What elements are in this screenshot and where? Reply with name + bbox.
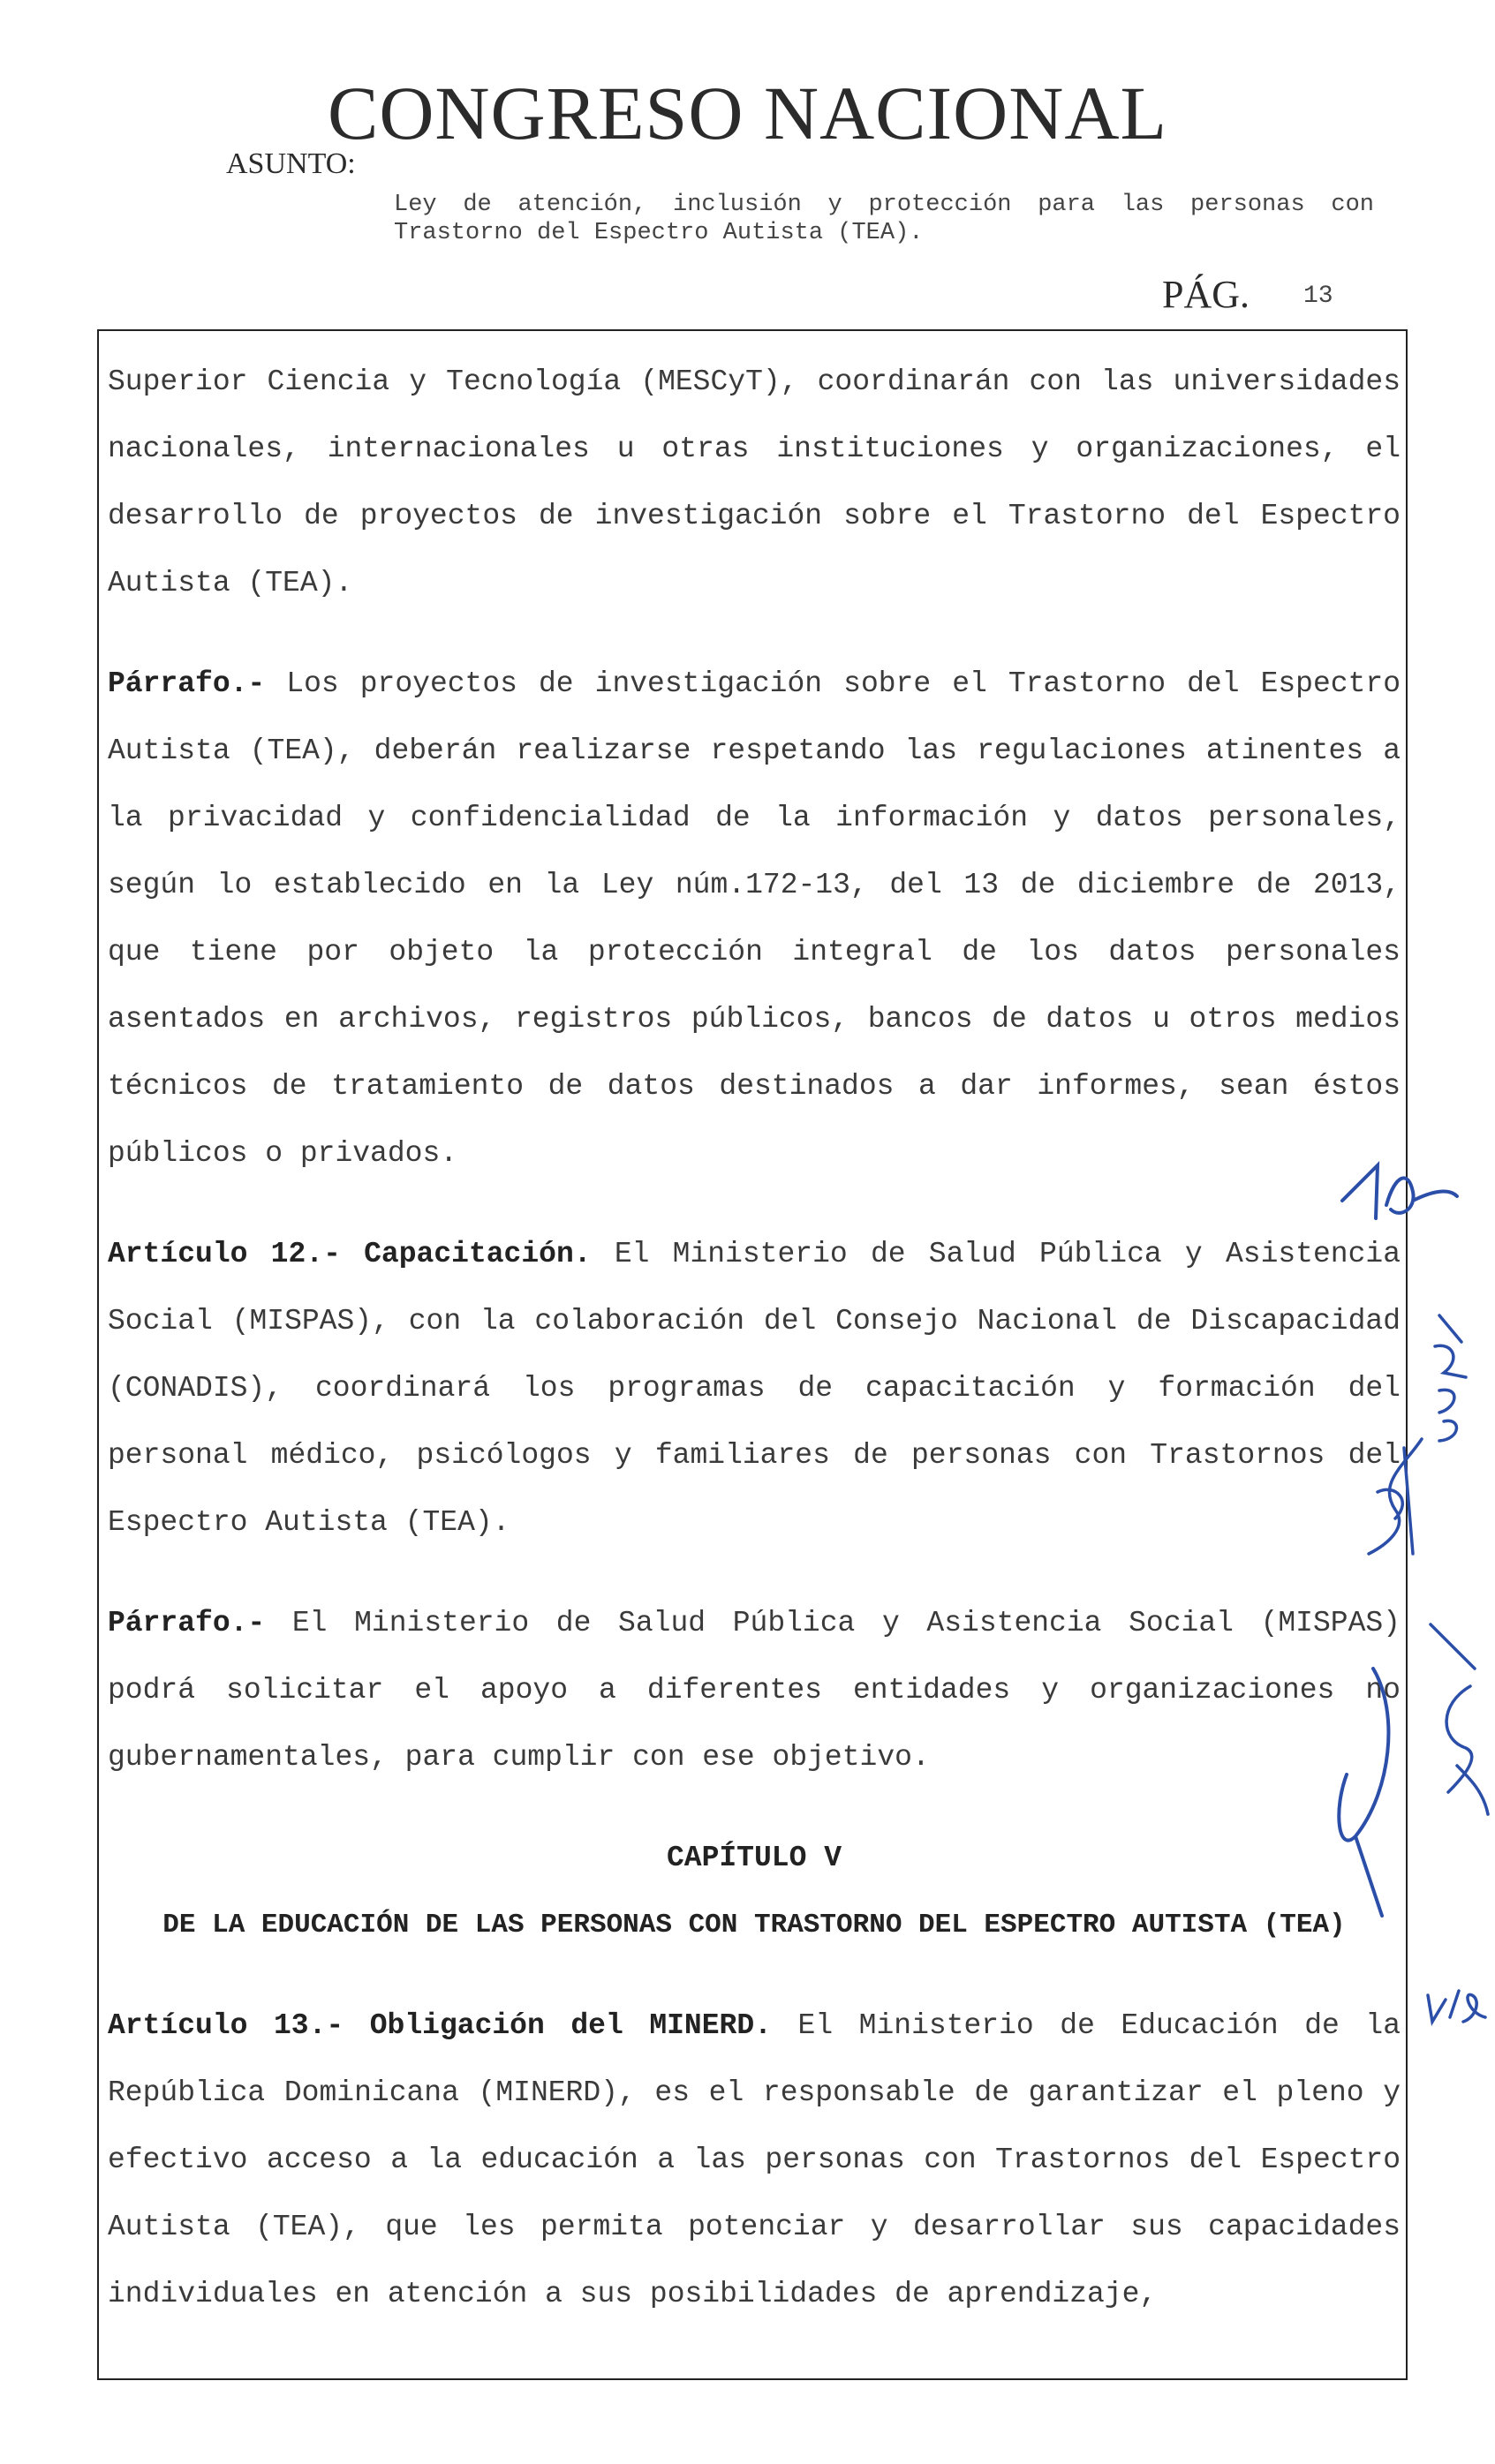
paragraph-research-coordination: Superior Ciencia y Tecnología (MESCyT), coordinarán con las universidades nacionales, internacionales u otras instituciones y organizaciones, el desarrollo de proyectos de investigación sobre el Trastorno del Espectro Autista (TEA). xyxy=(108,365,1401,599)
paragraph-label: Párrafo.- xyxy=(108,1607,266,1639)
article-13-heading: Artículo 13.- Obligación del MINERD. xyxy=(108,2009,772,2042)
article-13 xyxy=(108,1993,1401,2328)
paragraph-text: Los proyectos de investigación sobre el Trastorno del Espectro Autista (TEA), deberán realizarse respetando las regulaciones atinentes a la privacidad y confidencialidad de la información y datos personales, según lo establecido en la Ley núm.172-13, del 13 de diciembre de 2013, que tiene por objeto la protección integral de los datos personales asentados en archivos, registros públicos, bancos de datos u otros medios técnicos de tratamiento de datos destinados a dar informes, sean éstos públicos o privados. xyxy=(108,667,1401,1170)
paragraph-text: El Ministerio de Salud Pública y Asistencia Social (MISPAS) podrá solicitar el apoyo a diferentes entidades y organizaciones no gubernamentales, para cumplir con ese objetivo. xyxy=(108,1607,1401,1774)
paragraph-label: Párrafo.- xyxy=(108,667,266,700)
paragraph-support xyxy=(108,1590,1401,1791)
article-12 xyxy=(108,1221,1401,1556)
institution-title: CONGRESO NACIONAL xyxy=(327,71,1168,155)
handwritten-signature-2 xyxy=(1422,1616,1492,1819)
article-12-text: El Ministerio de Salud Pública y Asistencia Social (MISPAS), con la colaboración del Consejo Nacional de Discapacidad (CONADIS), coordinará los programas de capacitación y formación del personal médico, psicólogos y familiares de personas con Trastornos del Espectro Autista (TEA). xyxy=(108,1238,1401,1539)
handwritten-margin-mark xyxy=(1423,1982,1490,2035)
page-label: PÁG. xyxy=(1162,273,1250,316)
document-body xyxy=(108,349,1401,2328)
handwritten-margin-number xyxy=(1422,1307,1484,1448)
paragraph-research-privacy xyxy=(108,651,1401,1187)
chapter-number: CAPÍTULO V xyxy=(666,1842,842,1874)
asunto-label: ASUNTO: xyxy=(226,147,356,180)
article-12-heading: Artículo 12.- Capacitación. xyxy=(108,1238,592,1270)
article-13-text: El Ministerio de Educación de la República Dominicana (MINERD), es el responsable de garantizar el pleno y efectivo acceso a la educación a las personas con Trastornos del Espectro Autista (TEA), que les permita potenciar y desarrollar sus capacidades individuales en atención a sus posibilidades de aprendizaje, xyxy=(108,2009,1401,2310)
chapter-title: DE LA EDUCACIÓN DE LAS PERSONAS CON TRASTORNO DEL ESPECTRO AUTISTA (TEA) xyxy=(162,1910,1346,1940)
asunto-text: Ley de atención, inclusión y protección para las personas con Trastorno del Espectro Autista (TEA). xyxy=(394,192,1374,246)
page-number: 13 xyxy=(1303,283,1333,310)
